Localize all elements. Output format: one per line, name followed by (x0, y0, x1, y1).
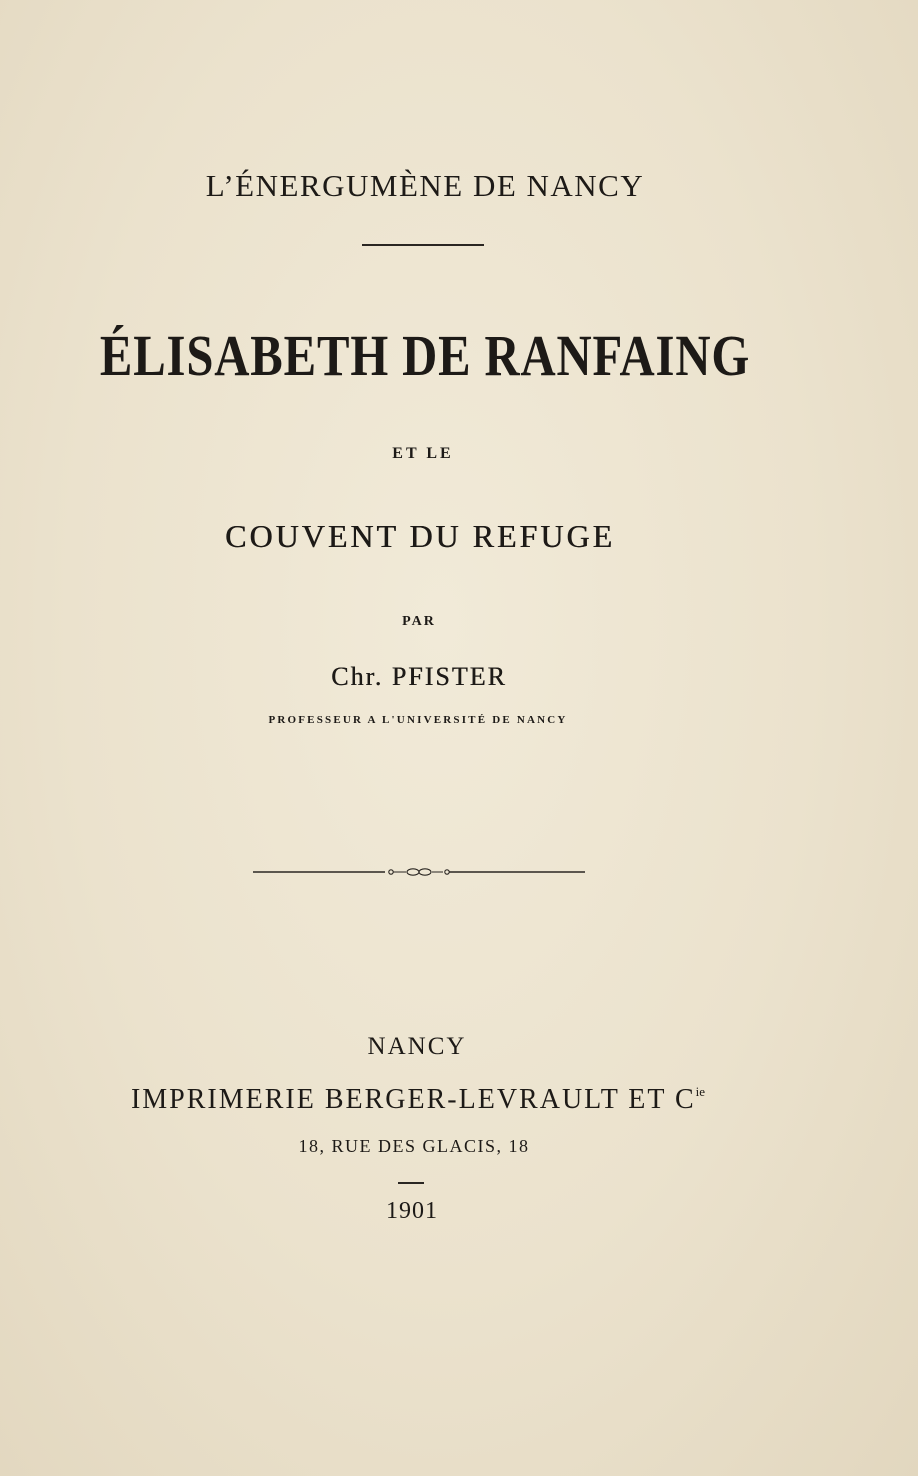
series-title: L’ÉNERGUMÈNE DE NANCY (205, 168, 645, 203)
printer-suffix: ie (695, 1084, 706, 1099)
author-name: Chr. PFISTER (331, 662, 507, 691)
imprint-place: NANCY (367, 1033, 467, 1060)
by-label: PAR (402, 614, 436, 629)
title-conjunction: ET LE (392, 445, 454, 462)
subtitle: COUVENT DU REFUGE (225, 518, 615, 554)
publication-year: 1901 (386, 1198, 438, 1224)
imprint-address: 18, RUE DES GLACIS, 18 (298, 1136, 530, 1156)
title-divider (362, 244, 484, 246)
ornamental-divider-icon (253, 862, 585, 882)
main-title: ÉLISABETH DE RANFAING (99, 323, 751, 388)
author-role: PROFESSEUR A L'UNIVERSITÉ DE NANCY (268, 714, 568, 726)
year-divider (398, 1182, 424, 1184)
imprint-printer (0, 1084, 836, 1116)
printer-name: IMPRIMERIE BERGER-LEVRAULT ET C (130, 1084, 696, 1115)
